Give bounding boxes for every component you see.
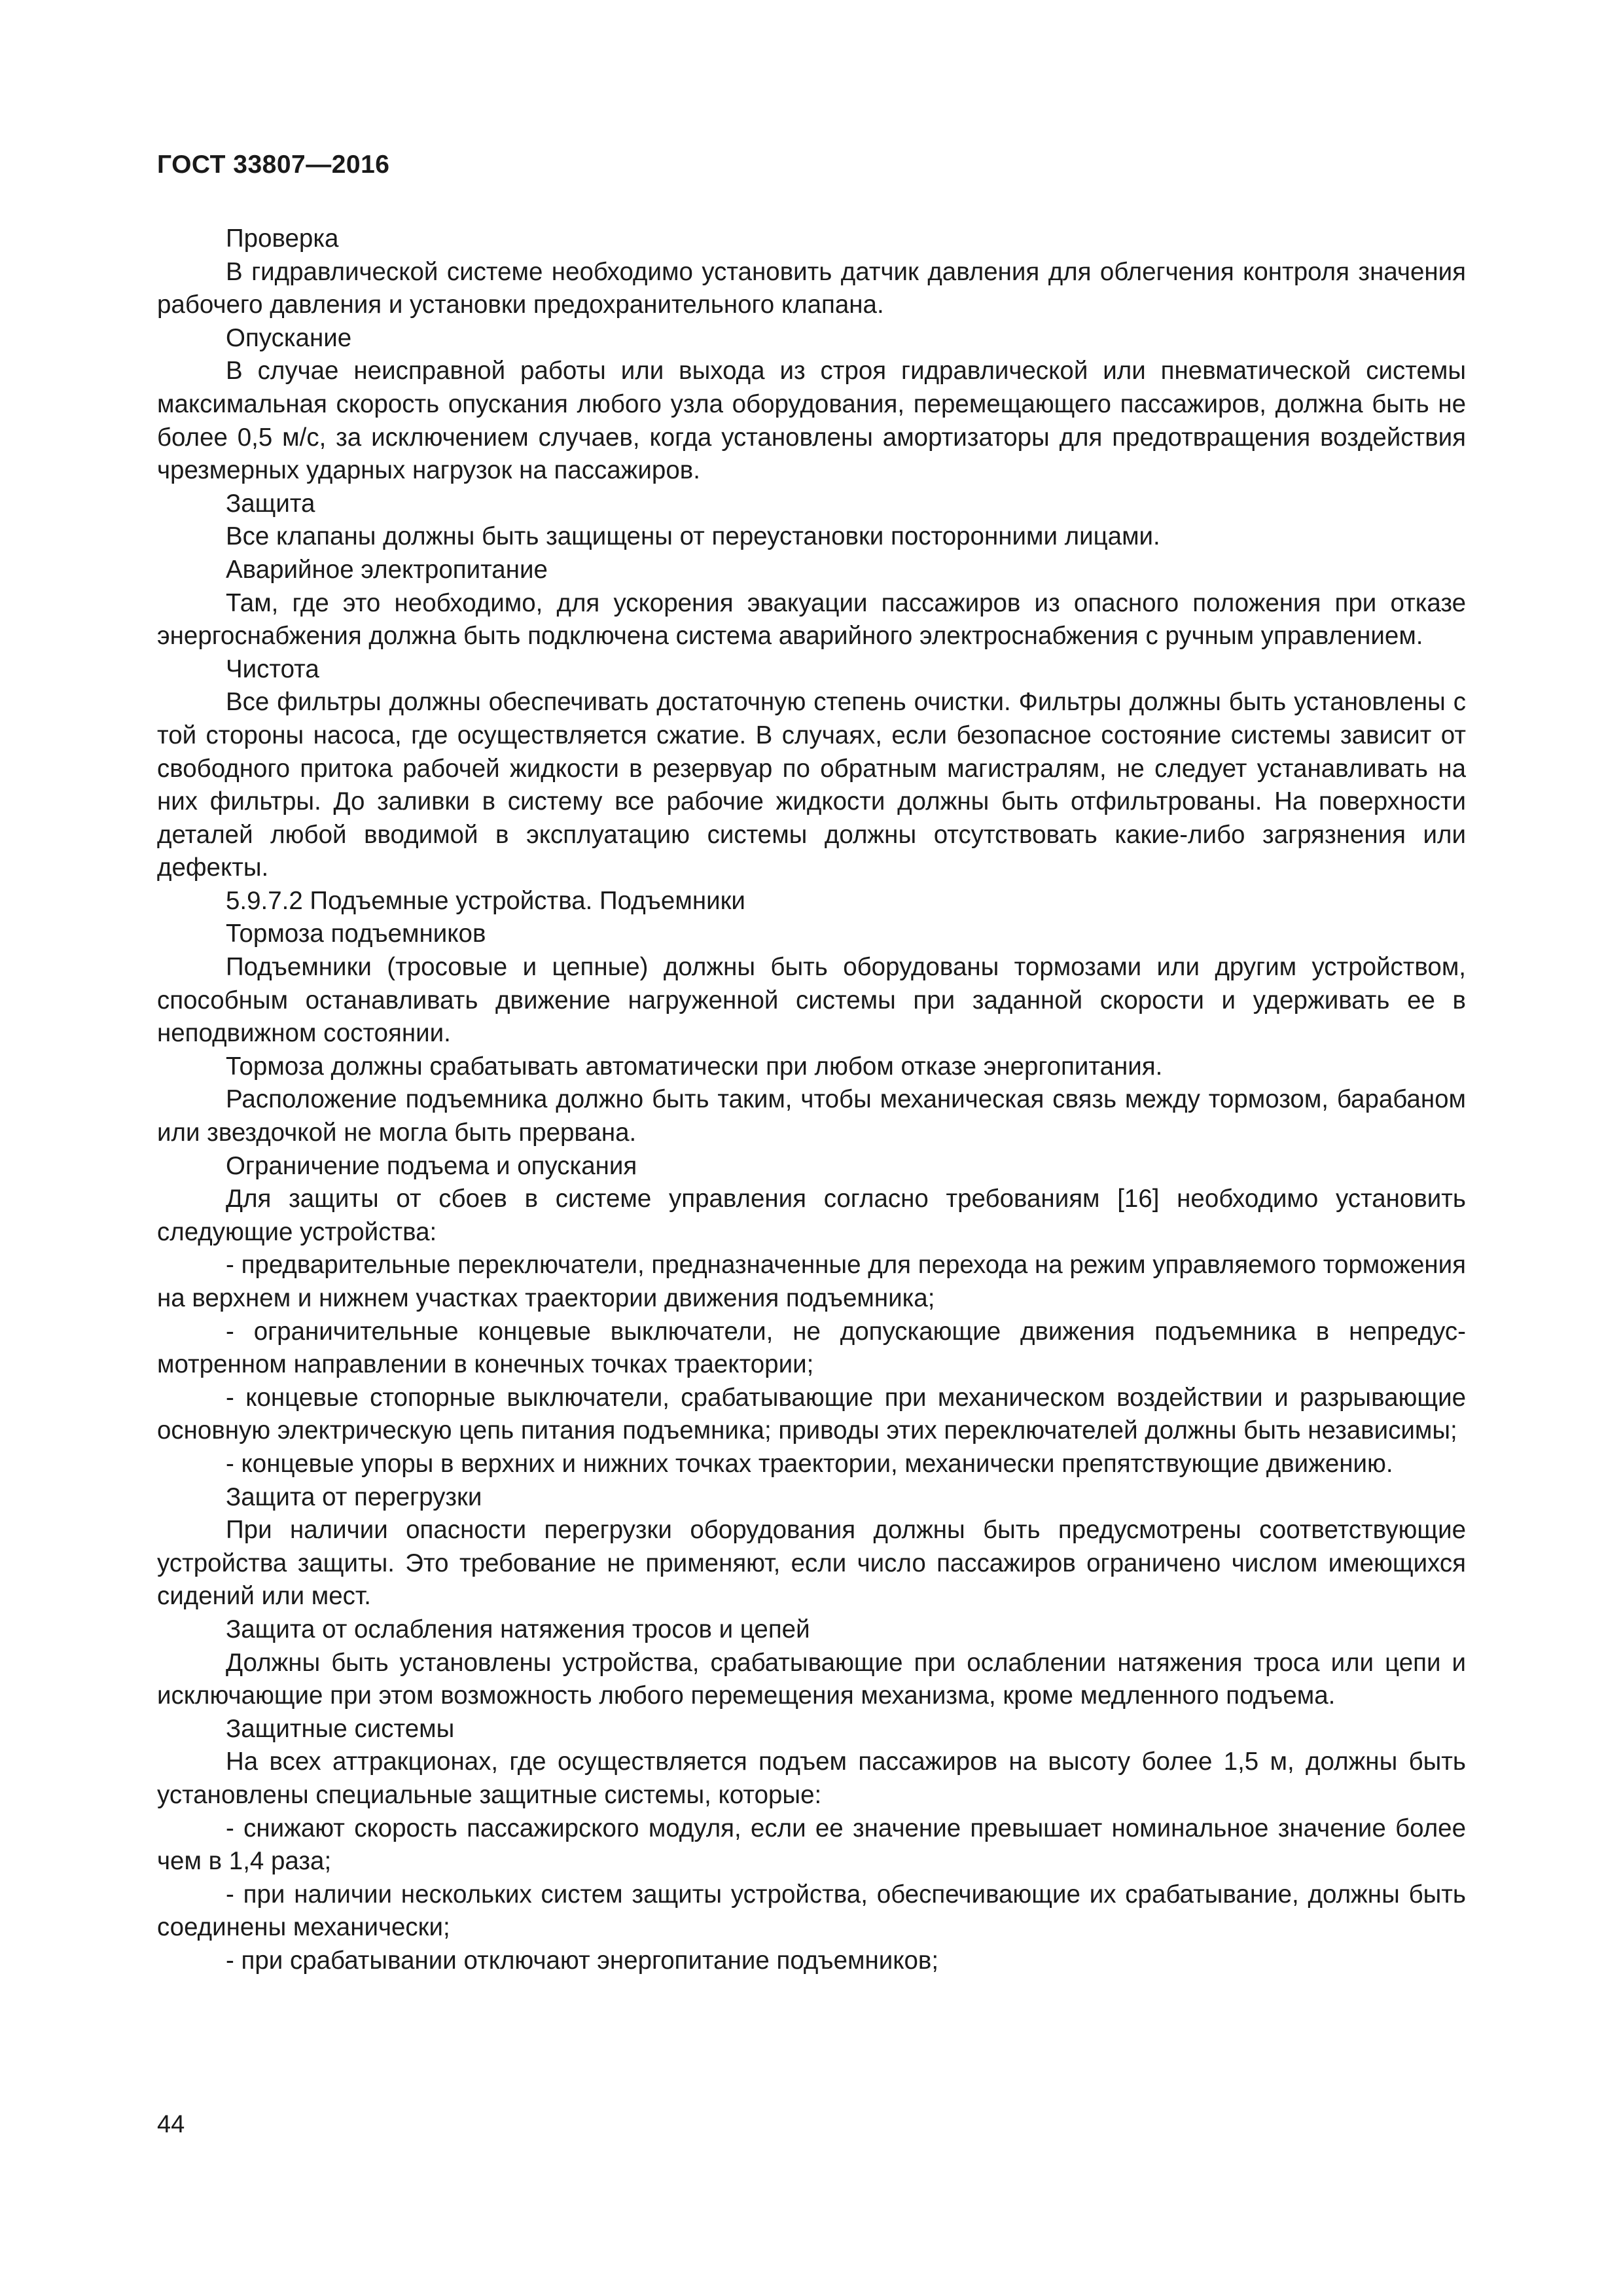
paragraph: Должны быть установлены устройства, срабатывающие при ослаблении натяжения троса или цепи и исключающие при этом возможность любого перемещения механизма, кроме медленного подъема. (157, 1648, 1466, 1710)
list-item: - при наличии нескольких систем защиты устройства, обеспечивающие их срабатывание, должны быть соединены механически; (157, 1880, 1466, 1942)
paragraph: В случае неисправной работы или выхода из строя гидравлической или пневматической системы максимальная скорость опускания любого узла оборудования, перемещающего пассажиров, должна быть не более 0,5 м/с, за исключением случаев, когда установлены амортизаторы для предотвращения воздействия чрезмерных ударных нагрузок на пассажиров. (157, 357, 1466, 485)
paragraph-heading: Проверка (226, 224, 339, 253)
paragraph: Для защиты от сбоев в системе управления согласно требованиям [16] необходимо установить следующие устройства: (157, 1185, 1466, 1246)
list-item: - снижают скорость пассажирского модуля, если ее значение превышает номинальное значение более чем в 1,4 раза; (157, 1814, 1466, 1876)
section-heading: 5.9.7.2 Подъемные устройства. Подъемники (226, 886, 745, 915)
paragraph: Там, где это необходимо, для ускорения эвакуации пассажиров из опасного положения при отказе энергоснабжения должна быть подключена система аварийного электроснабжения с ручным управлением. (157, 588, 1466, 651)
paragraph: В гидравлической системе необходимо установить датчик давления для облегчения контроля значения рабочего давления и установки предохранительного клапана. (157, 257, 1466, 319)
paragraph-heading: Аварийное электропитание (226, 555, 548, 584)
paragraph-heading: Защитные системы (226, 1714, 455, 1743)
document-header: ГОСТ 33807—2016 (157, 151, 390, 179)
paragraph-heading: Опускание (226, 323, 352, 352)
paragraph: При наличии опасности перегрузки оборудования должны быть предусмотрены соответствующие устройства защиты. Это требование не применяют, если число пассажиров ограничено числом имеющихся сидений или мест. (157, 1516, 1466, 1611)
page-number: 44 (157, 2111, 185, 2138)
paragraph: Расположение подъемника должно быть таким, чтобы механическая связь между тормозом, барабаном или звездочкой не могла быть прервана. (157, 1085, 1466, 1147)
list-item: - концевые упоры в верхних и нижних точках траектории, механически препятствующие движению. (226, 1449, 1393, 1478)
paragraph-heading: Защита от ослабления натяжения тросов и цепей (226, 1615, 810, 1643)
paragraph-heading: Защита (226, 489, 315, 518)
paragraph: Все фильтры должны обеспечивать достаточную степень очистки. Фильтры должны быть установлены с той стороны насоса, где осуществляется сжатие. В случаях, если безопасное состояние системы зависит от свободного притока рабочей жидкости в резервуар по обратным магистралям, не следует устанавливать на них фильтры. До заливки в систему все рабочие жидкости должны быть отфильтрованы. На поверхности деталей любой вводимой в эксплуатацию системы должны отсутствовать какие-либо загрязнения или дефекты. (157, 688, 1466, 882)
paragraph: На всех аттракционах, где осуществляется подъем пассажиров на высоту более 1,5 м, должны быть установлены специальные защитные системы, которые: (157, 1748, 1466, 1809)
list-item: - при срабатывании отключают энергопитание подъемников; (226, 1946, 939, 1975)
paragraph-heading: Тормоза подъемников (226, 920, 486, 948)
paragraph-heading: Чистота (226, 655, 319, 683)
document-body (157, 223, 1466, 1977)
paragraph-heading: Защита от перегрузки (226, 1482, 482, 1511)
list-item: - концевые стопорные выключатели, срабатывающие при механическом воздействии и разрывающие основную электрическую цепь питания подъемника; приводы этих переключателей должны быть независимы; (157, 1383, 1466, 1445)
paragraph-heading: Ограничение подъема и опускания (226, 1151, 637, 1180)
list-item: - ограничительные концевые выключатели, не допускающие движения подъемника в непредусмотренном направлении в конечных точках траектории; (157, 1317, 1466, 1379)
list-item: - предварительные переключатели, предназначенные для перехода на режим управляемого торможения на верхнем и нижнем участках траектории движения подъемника; (157, 1251, 1466, 1312)
paragraph: Тормоза должны срабатывать автоматически при любом отказе энергопитания. (226, 1052, 1163, 1081)
paragraph: Подъемники (тросовые и цепные) должны быть оборудованы тормозами или другим устройством, способным останавливать движение нагруженной системы при заданной скорости и удерживать ее в неподвижном состоянии. (157, 953, 1466, 1048)
paragraph: Все клапаны должны быть защищены от переустановки посторонними лицами. (226, 522, 1160, 551)
